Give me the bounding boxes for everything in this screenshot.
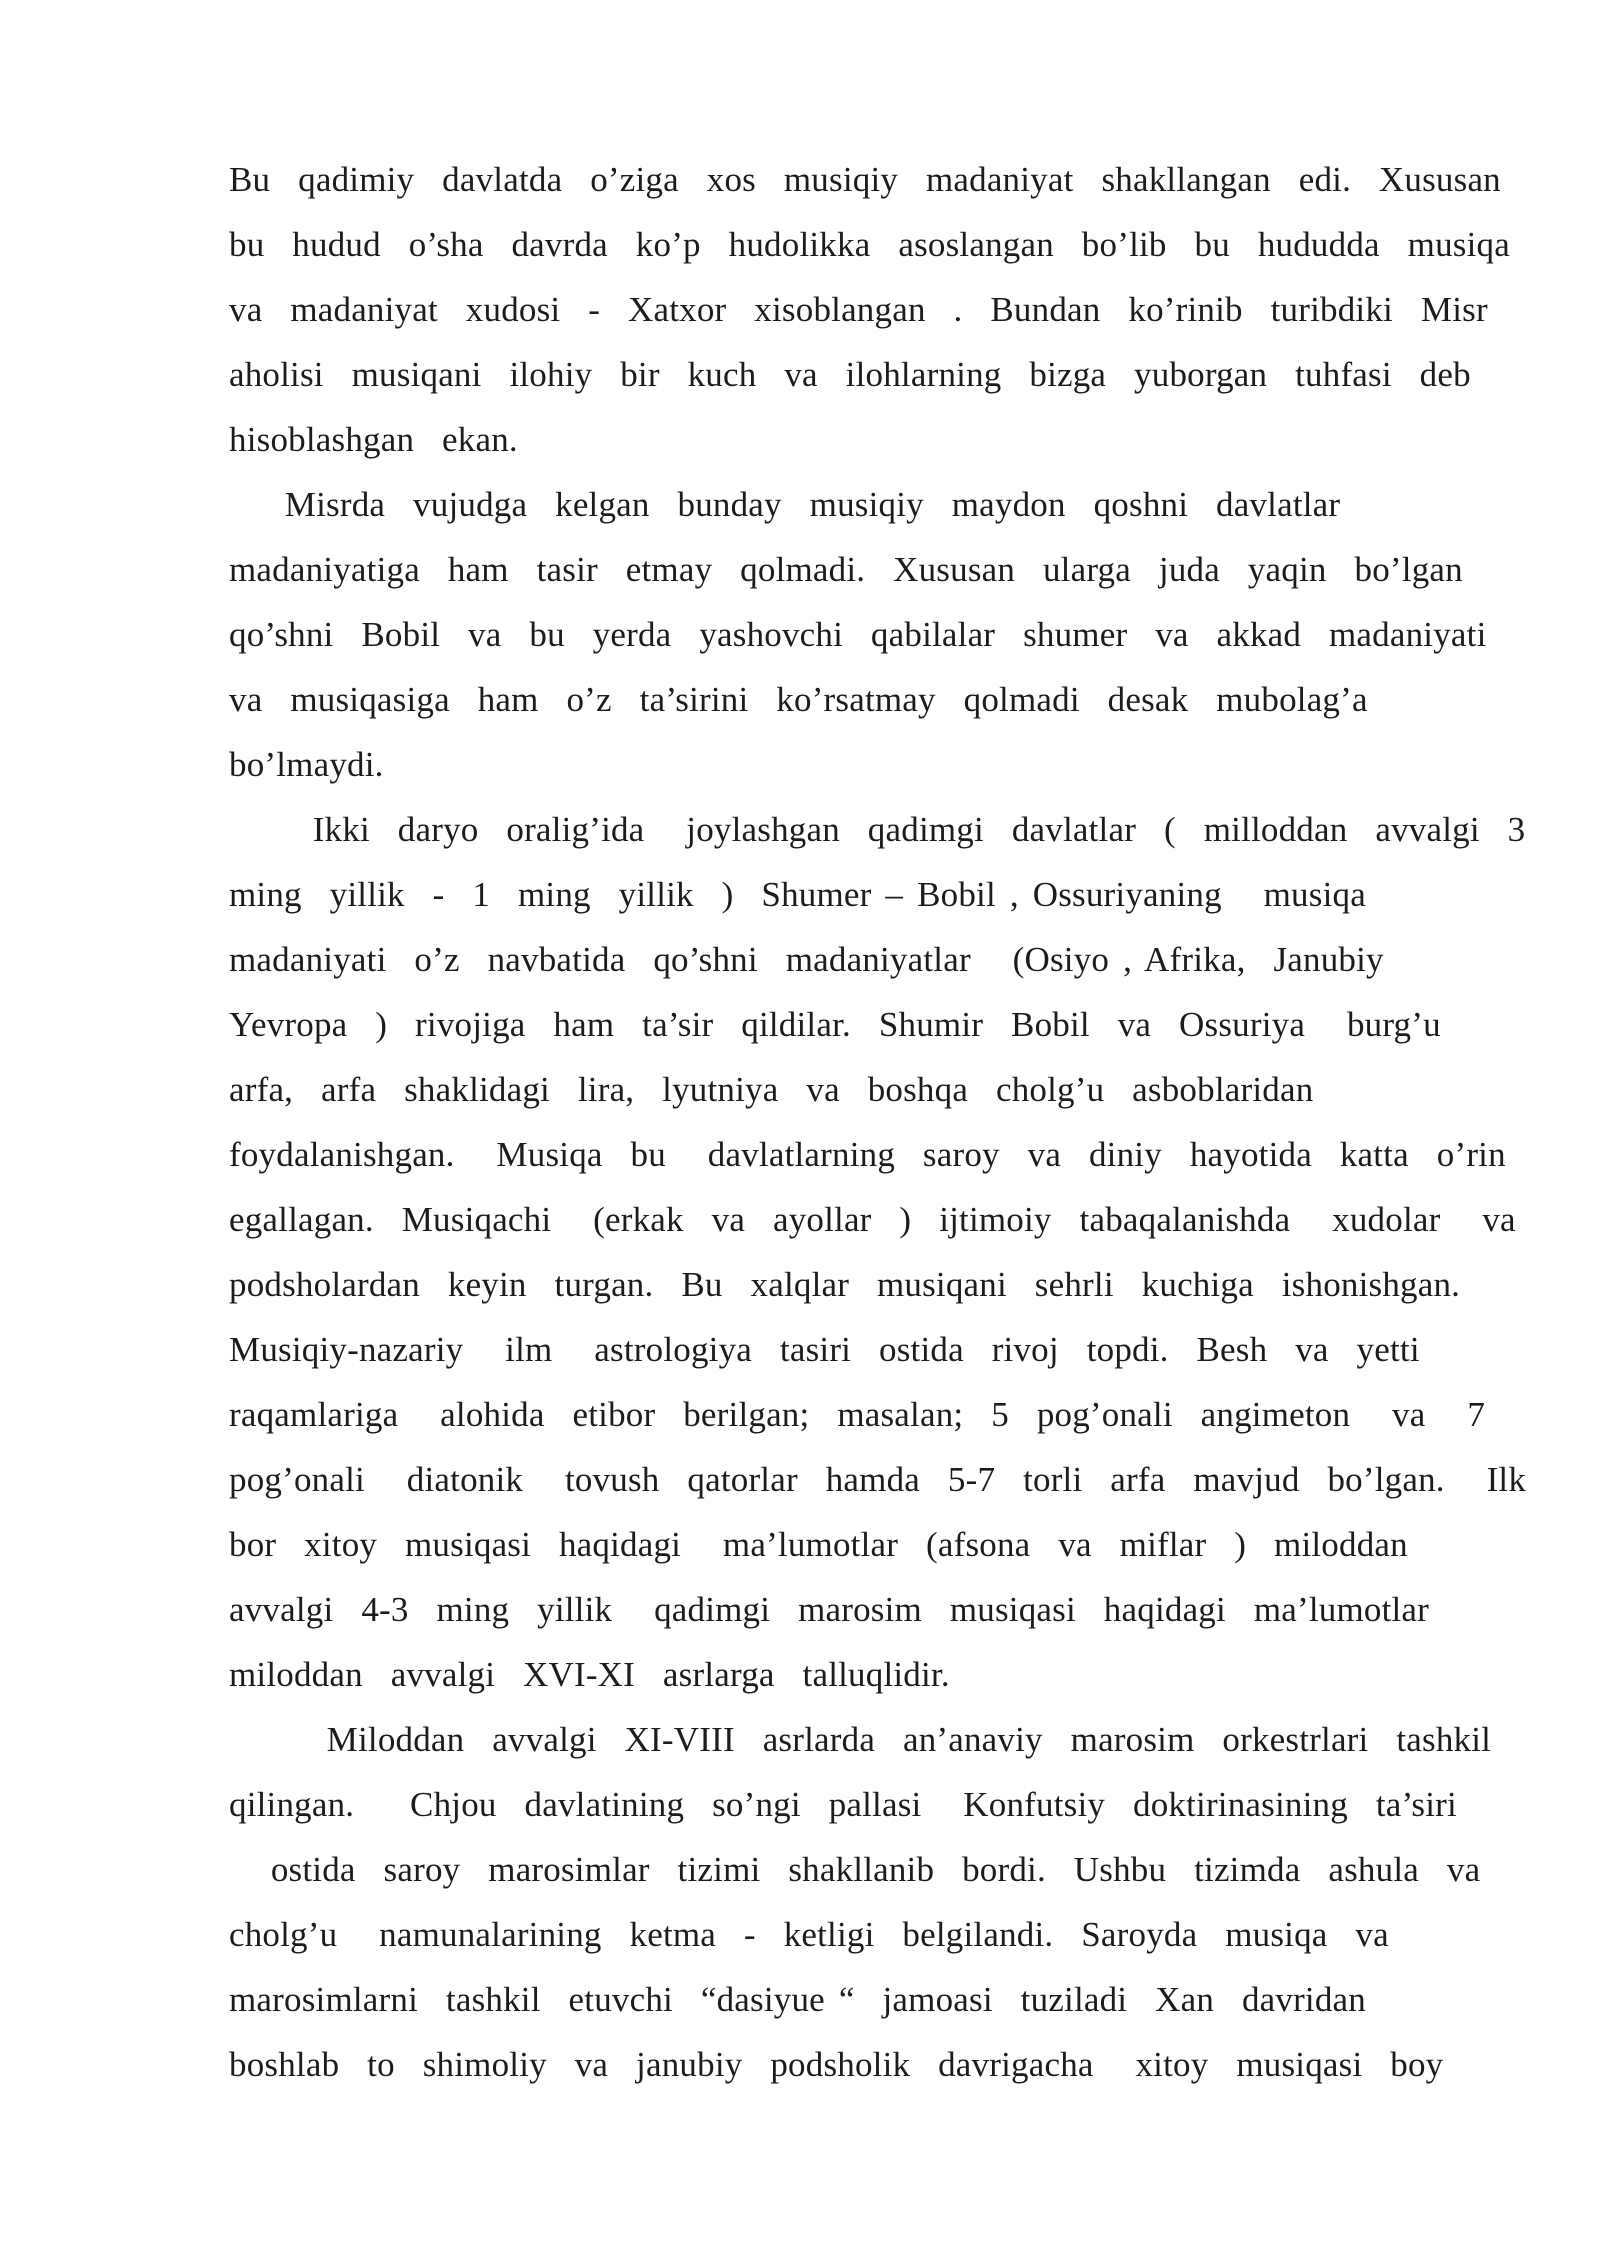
- text-line: qilingan. Chjou davlatining so’ngi pallasi Konfutsiy doktirinasining ta’siri: [229, 1785, 1457, 1824]
- text-line: Bu qadimiy davlatda o’ziga xos musiqiy madaniyat shakllangan edi. Xususan: [229, 160, 1501, 199]
- text-line: foydalanishgan. Musiqa bu davlatlarning saroy va diniy hayotida katta o’rin: [229, 1135, 1506, 1174]
- text-line: aholisi musiqani ilohiy bir kuch va ilohlarning bizga yuborgan tuhfasi deb: [229, 355, 1471, 394]
- text-line: hisoblashgan ekan.: [229, 420, 518, 459]
- text-line: pog’onali diatonik tovush qatorlar hamda 5-7 torli arfa mavjud bo’lgan. Ilk: [229, 1460, 1527, 1499]
- text-line: arfa, arfa shaklidagi lira, lyutniya va boshqa cholg’u asboblaridan: [229, 1070, 1314, 1109]
- text-line: bor xitoy musiqasi haqidagi ma’lumotlar (afsona va miflar ) miloddan: [229, 1525, 1408, 1564]
- text-line: boshlab to shimoliy va janubiy podsholik davrigacha xitoy musiqasi boy: [229, 2045, 1444, 2084]
- text-line: avvalgi 4-3 ming yillik qadimgi marosim musiqasi haqidagi ma’lumotlar: [229, 1590, 1430, 1629]
- text-line: egallagan. Musiqachi (erkak va ayollar ) ijtimoiy tabaqalanishda xudolar va: [229, 1200, 1516, 1239]
- text-line: ming yillik - 1 ming yillik ) Shumer – Bobil , Ossuriyaning musiqa: [229, 875, 1366, 914]
- text-line: Musiqiy-nazariy ilm astrologiya tasiri ostida rivoj topdi. Besh va yetti: [229, 1330, 1420, 1369]
- text-line: Yevropa ) rivojiga ham ta’sir qildilar. Shumir Bobil va Ossuriya burg’u: [229, 1005, 1441, 1044]
- text-line: va madaniyat xudosi - Xatxor xisoblangan . Bundan ko’rinib turibdiki Misr: [229, 290, 1488, 329]
- text-line: va musiqasiga ham o’z ta’sirini ko’rsatmay qolmadi desak mubolag’a: [229, 680, 1368, 719]
- text-line: miloddan avvalgi XVI-XI asrlarga talluqlidir.: [229, 1655, 950, 1694]
- text-line: raqamlariga alohida etibor berilgan; masalan; 5 pog’onali angimeton va 7: [229, 1395, 1486, 1434]
- text-line: Miloddan avvalgi XI-VIII asrlarda an’anaviy marosim orkestrlari tashkil: [229, 1720, 1492, 1759]
- text-line: Ikki daryo oralig’ida joylashgan qadimgi davlatlar ( milloddan avvalgi 3: [229, 810, 1526, 849]
- text-line: bu hudud o’sha davrda ko’p hudolikka asoslangan bo’lib bu hududda musiqa: [229, 225, 1510, 264]
- text-line: ostida saroy marosimlar tizimi shakllanib bordi. Ushbu tizimda ashula va: [229, 1850, 1481, 1889]
- text-line: cholg’u namunalarining ketma - ketligi belgilandi. Saroyda musiqa va: [229, 1915, 1389, 1954]
- text-line: podsholardan keyin turgan. Bu xalqlar musiqani sehrli kuchiga ishonishgan.: [229, 1265, 1461, 1304]
- body-text: [229, 147, 1527, 2097]
- text-line: madaniyatiga ham tasir etmay qolmadi. Xususan ularga juda yaqin bo’lgan: [229, 550, 1463, 589]
- text-line: bo’lmaydi.: [229, 745, 384, 784]
- text-line: qo’shni Bobil va bu yerda yashovchi qabilalar shumer va akkad madaniyati: [229, 615, 1487, 654]
- text-line: marosimlarni tashkil etuvchi “dasiyue “ jamoasi tuziladi Xan davridan: [229, 1980, 1366, 2019]
- text-line: Misrda vujudga kelgan bunday musiqiy maydon qoshni davlatlar: [229, 485, 1341, 524]
- text-line: madaniyati o’z navbatida qo’shni madaniyatlar (Osiyo , Afrika, Janubiy: [229, 940, 1384, 979]
